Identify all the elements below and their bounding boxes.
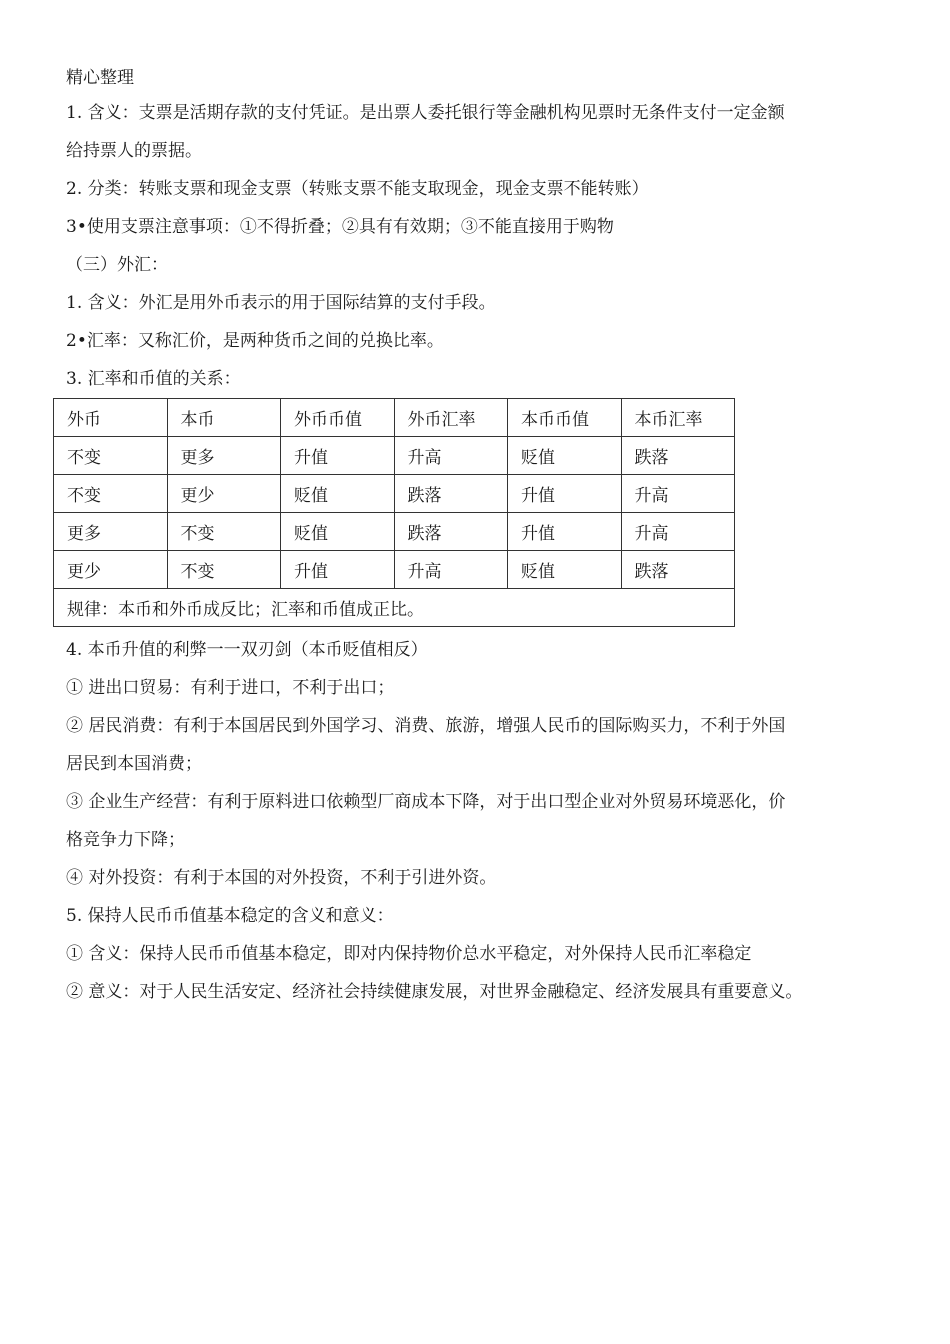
check-item-3: 3•使用支票注意事项：①不得折叠；②具有有效期；③不能直接用于购物 <box>66 217 614 237</box>
table-row <box>54 437 735 475</box>
table-cell: 升值 <box>281 437 395 475</box>
check-item-1-line-2: 给持票人的票据。 <box>66 141 202 161</box>
stability-heading: 5. 保持人民币币值基本稳定的含义和意义： <box>66 906 394 926</box>
appreciation-heading: 4. 本币升值的利弊一一双刃剑（本币贬值相反） <box>66 640 428 660</box>
table-row <box>54 513 735 551</box>
table-header-row <box>54 399 735 437</box>
table-cell: 不变 <box>167 513 281 551</box>
table-cell: 升高 <box>394 437 508 475</box>
appreciation-point-3-line-1: ③ 企业生产经营：有利于原料进口依赖型厂商成本下降，对于出口型企业对外贸易环境恶化，价 <box>66 792 786 812</box>
table-header-cell: 外币币值 <box>281 399 395 437</box>
table-cell: 升值 <box>508 475 622 513</box>
table-cell: 跌落 <box>621 437 735 475</box>
exchange-rate-table <box>53 398 735 627</box>
table-cell: 不变 <box>167 551 281 589</box>
table-cell: 贬值 <box>281 513 395 551</box>
table-cell: 贬值 <box>281 475 395 513</box>
table-cell: 更少 <box>167 475 281 513</box>
stability-point-1: ① 含义：保持人民币币值基本稳定，即对内保持物价总水平稳定，对外保持人民币汇率稳定 <box>66 944 752 964</box>
check-item-1-line-1: 1. 含义：支票是活期存款的支付凭证。是出票人委托银行等金融机构见票时无条件支付一定金额 <box>66 103 785 123</box>
table-cell: 跌落 <box>621 551 735 589</box>
table-cell: 升高 <box>394 551 508 589</box>
appreciation-point-2-line-2: 居民到本国消费； <box>66 754 202 774</box>
table-cell: 更多 <box>54 513 168 551</box>
table-cell: 升高 <box>621 475 735 513</box>
stability-point-2: ② 意义：对于人民生活安定、经济社会持续健康发展，对世界金融稳定、经济发展具有重要意义。 <box>66 982 803 1002</box>
check-item-2: 2. 分类：转账支票和现金支票（转账支票不能支取现金，现金支票不能转账） <box>66 179 649 199</box>
table-cell: 更多 <box>167 437 281 475</box>
table-cell: 升值 <box>281 551 395 589</box>
forex-item-1: 1. 含义：外汇是用外币表示的用于国际结算的支付手段。 <box>66 293 496 313</box>
table-rule-row <box>54 589 735 627</box>
table-cell: 贬值 <box>508 437 622 475</box>
forex-heading: （三）外汇： <box>66 255 168 275</box>
document-page <box>66 64 896 1011</box>
table-row <box>54 551 735 589</box>
table-header-cell: 外币 <box>54 399 168 437</box>
forex-item-2: 2•汇率：又称汇价，是两种货币之间的兑换比率。 <box>66 331 444 351</box>
page-header: 精心整理 <box>66 68 134 88</box>
forex-item-3: 3. 汇率和币值的关系： <box>66 369 241 389</box>
table-cell: 贬值 <box>508 551 622 589</box>
table-cell: 跌落 <box>394 475 508 513</box>
appreciation-point-3-line-2: 格竞争力下降； <box>66 830 185 850</box>
table-cell: 升值 <box>508 513 622 551</box>
table-cell: 不变 <box>54 437 168 475</box>
appreciation-point-2-line-1: ② 居民消费：有利于本国居民到外国学习、消费、旅游，增强人民币的国际购买力，不利于外国 <box>66 716 786 736</box>
appreciation-point-1: ① 进出口贸易：有利于进口，不利于出口； <box>66 678 395 698</box>
table-row <box>54 475 735 513</box>
table-header-cell: 外币汇率 <box>394 399 508 437</box>
table-cell: 升高 <box>621 513 735 551</box>
table-header-cell: 本币币值 <box>508 399 622 437</box>
table-header-cell: 本币 <box>167 399 281 437</box>
table-rule-cell: 规律：本币和外币成反比；汇率和币值成正比。 <box>54 589 735 627</box>
table-cell: 不变 <box>54 475 168 513</box>
table-cell: 更少 <box>54 551 168 589</box>
table-header-cell: 本币汇率 <box>621 399 735 437</box>
appreciation-point-4: ④ 对外投资：有利于本国的对外投资，不利于引进外资。 <box>66 868 497 888</box>
table-cell: 跌落 <box>394 513 508 551</box>
